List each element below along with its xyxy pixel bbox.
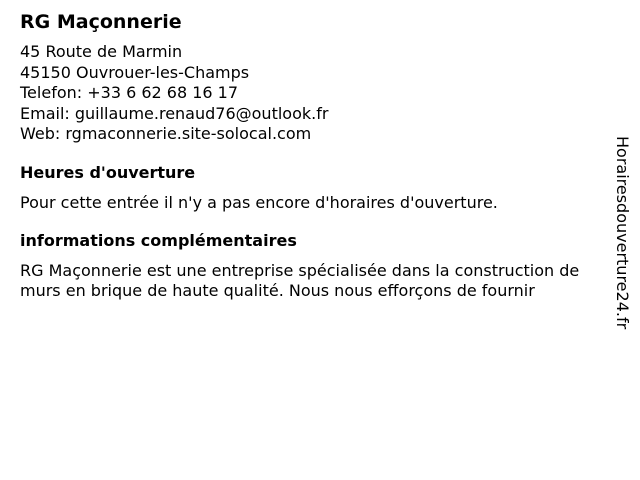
website-url: Web: rgmaconnerie.site-solocal.com (20, 124, 312, 143)
additional-info-heading: informations complémentaires (20, 230, 297, 250)
email-address: Email: guillaume.renaud76@outlook.fr (20, 103, 329, 123)
opening-hours-text: Pour cette entrée il n'y a pas encore d'horaires d'ouverture. (20, 192, 498, 212)
contact-block (20, 42, 600, 145)
address-street: 45 Route de Marmin (20, 42, 183, 61)
business-card (20, 10, 600, 302)
site-watermark-label: Horairesdouverture24.fr (613, 136, 632, 330)
phone-number: Telefon: +33 6 62 68 16 17 (20, 83, 239, 102)
additional-info-text: RG Maçonnerie est une entreprise spécialisée dans la construction de murs en brique de haute qualité. Nous nous efforçons de fournir (20, 260, 580, 300)
address-city: 45150 Ouvrouer-les-Champs (20, 62, 250, 82)
business-name: RG Maçonnerie (20, 11, 182, 33)
opening-hours-heading: Heures d'ouverture (20, 162, 196, 182)
